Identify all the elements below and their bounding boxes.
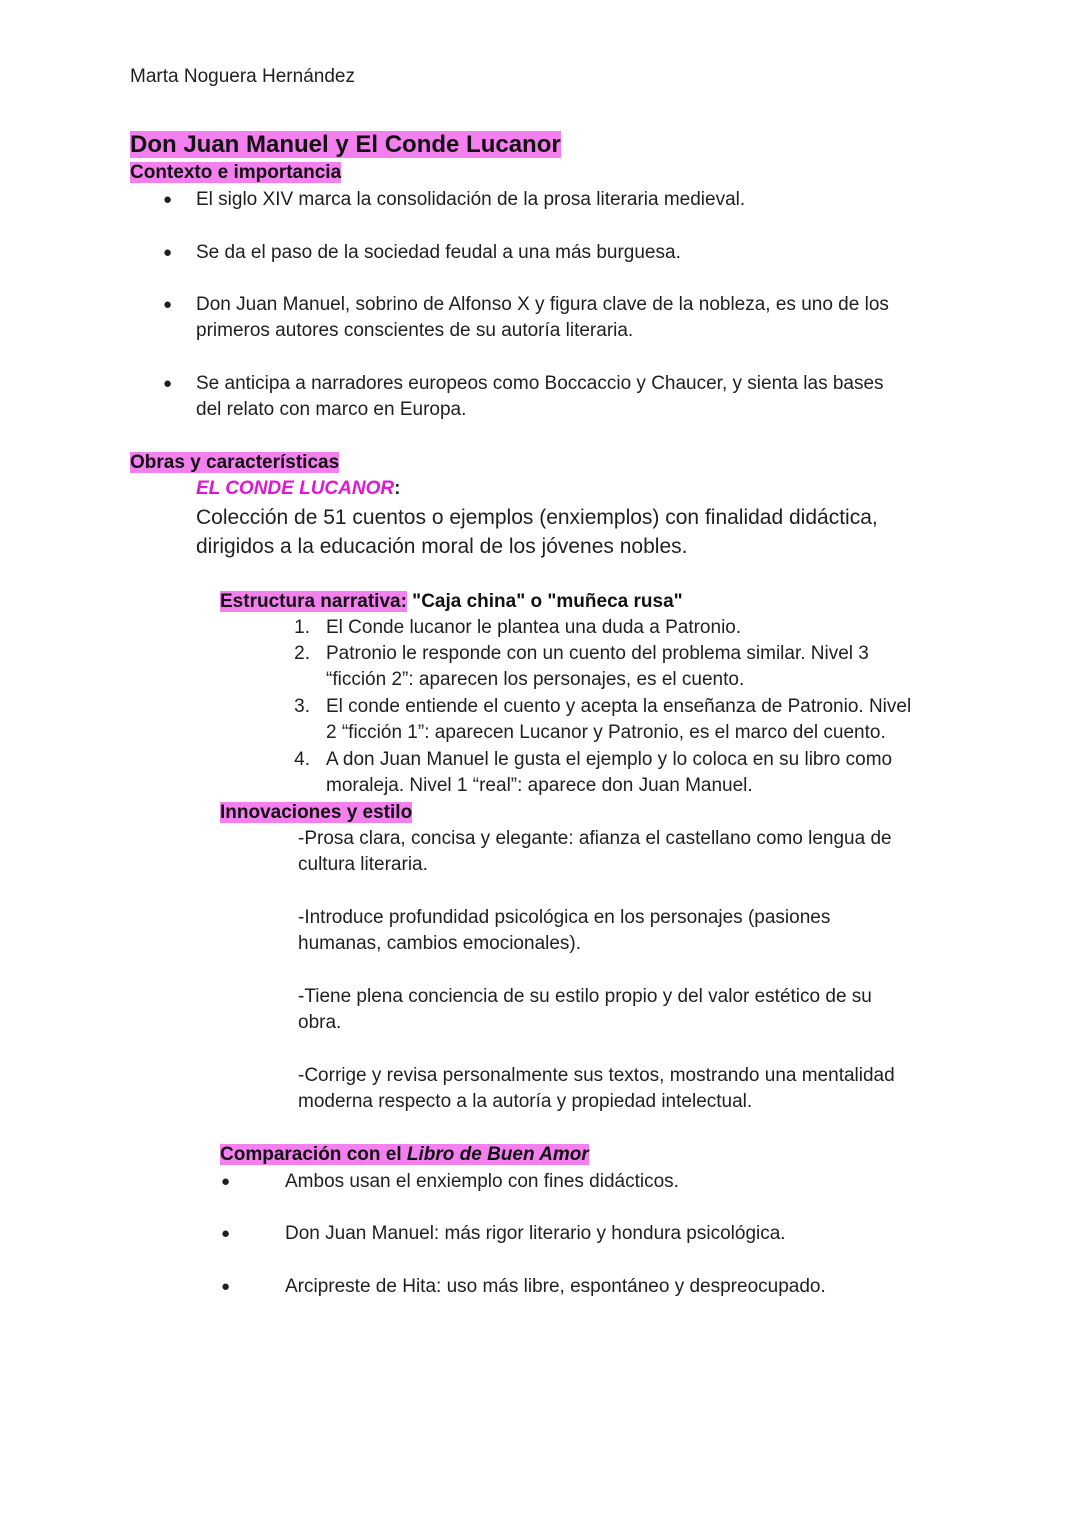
structure-subtitle: "Caja china" o "muñeca rusa" — [406, 591, 683, 612]
paragraph-line: -Prosa clara, concisa y elegante: afianza el castellano como lengua de — [298, 828, 892, 849]
page-title-text: Don Juan Manuel y El Conde Lucanor — [130, 131, 561, 158]
book-description-line: dirigidos a la educación moral de los jóvenes nobles. — [196, 535, 688, 558]
list-item: Don Juan Manuel: más rigor literario y hondura psicológica. — [285, 1223, 786, 1244]
comparison-heading-book: Libro de Buen Amor — [406, 1144, 589, 1165]
paragraph-line: humanas, cambios emocionales). — [298, 933, 582, 954]
bullet-icon: ● — [163, 191, 173, 208]
bullet-icon: ● — [163, 375, 173, 392]
context-heading-text: Contexto e importancia — [130, 162, 342, 183]
list-item: Se da el paso de la sociedad feudal a una más burguesa. — [196, 242, 681, 263]
list-item: A don Juan Manuel le gusta el ejemplo y lo coloca en su libro como — [326, 749, 893, 770]
paragraph-line: moderna respecto a la autoría y propiedad intelectual. — [298, 1091, 753, 1112]
works-heading-text: Obras y características — [130, 452, 340, 473]
list-item: El conde entiende el cuento y acepta la enseñanza de Patronio. Nivel — [326, 696, 912, 717]
author-name: Marta Noguera Hernández — [130, 66, 355, 87]
list-number: 4. — [294, 749, 310, 770]
list-item-continuation: moraleja. Nivel 1 “real”: aparece don Juan Manuel. — [326, 775, 753, 796]
page-title — [130, 130, 561, 160]
book-title-colon: : — [394, 478, 401, 499]
list-item: El siglo XIV marca la consolidación de la prosa literaria medieval. — [196, 189, 746, 210]
innovations-heading-text: Innovaciones y estilo — [220, 802, 413, 823]
bullet-icon: ● — [221, 1278, 231, 1295]
list-item: Ambos usan el enxiemplo con fines didácticos. — [285, 1171, 679, 1192]
works-heading — [130, 450, 339, 476]
list-item-continuation: primeros autores conscientes de su autoría literaria. — [196, 320, 634, 341]
paragraph-line: -Introduce profundidad psicológica en los personajes (pasiones — [298, 907, 831, 928]
list-item: Arcipreste de Hita: uso más libre, espontáneo y despreocupado. — [285, 1276, 826, 1297]
comparison-heading-text: Comparación con el — [220, 1144, 407, 1165]
list-item-continuation: “ficción 2”: aparecen los personajes, es el cuento. — [326, 669, 745, 690]
list-number: 3. — [294, 696, 310, 717]
bullet-icon: ● — [163, 244, 173, 261]
bullet-icon: ● — [221, 1173, 231, 1190]
structure-heading-text: Estructura narrativa: — [220, 591, 407, 612]
list-number: 1. — [294, 617, 310, 638]
paragraph-line: obra. — [298, 1012, 342, 1033]
structure-heading — [220, 589, 683, 615]
context-heading — [130, 160, 341, 186]
paragraph-line: -Corrige y revisa personalmente sus textos, mostrando una mentalidad — [298, 1065, 895, 1086]
bullet-icon: ● — [163, 296, 173, 313]
list-item: El Conde lucanor le plantea una duda a Patronio. — [326, 617, 742, 638]
list-item: Patronio le responde con un cuento del problema similar. Nivel 3 — [326, 643, 869, 664]
book-title — [196, 476, 400, 502]
comparison-heading — [220, 1142, 589, 1168]
list-item: Se anticipa a narradores europeos como Boccaccio y Chaucer, y sienta las bases — [196, 373, 884, 394]
list-item: Don Juan Manuel, sobrino de Alfonso X y figura clave de la nobleza, es uno de los — [196, 294, 889, 315]
list-item-continuation: 2 “ficción 1”: aparecen Lucanor y Patronio, es el marco del cuento. — [326, 722, 886, 743]
book-title-text: EL CONDE LUCANOR — [196, 478, 395, 499]
list-item-continuation: del relato con marco en Europa. — [196, 399, 467, 420]
bullet-icon: ● — [221, 1225, 231, 1242]
paragraph-line: -Tiene plena conciencia de su estilo propio y del valor estético de su — [298, 986, 872, 1007]
book-description-line: Colección de 51 cuentos o ejemplos (enxiemplos) con finalidad didáctica, — [196, 506, 878, 529]
paragraph-line: cultura literaria. — [298, 854, 428, 875]
list-number: 2. — [294, 643, 310, 664]
innovations-heading — [220, 800, 412, 826]
